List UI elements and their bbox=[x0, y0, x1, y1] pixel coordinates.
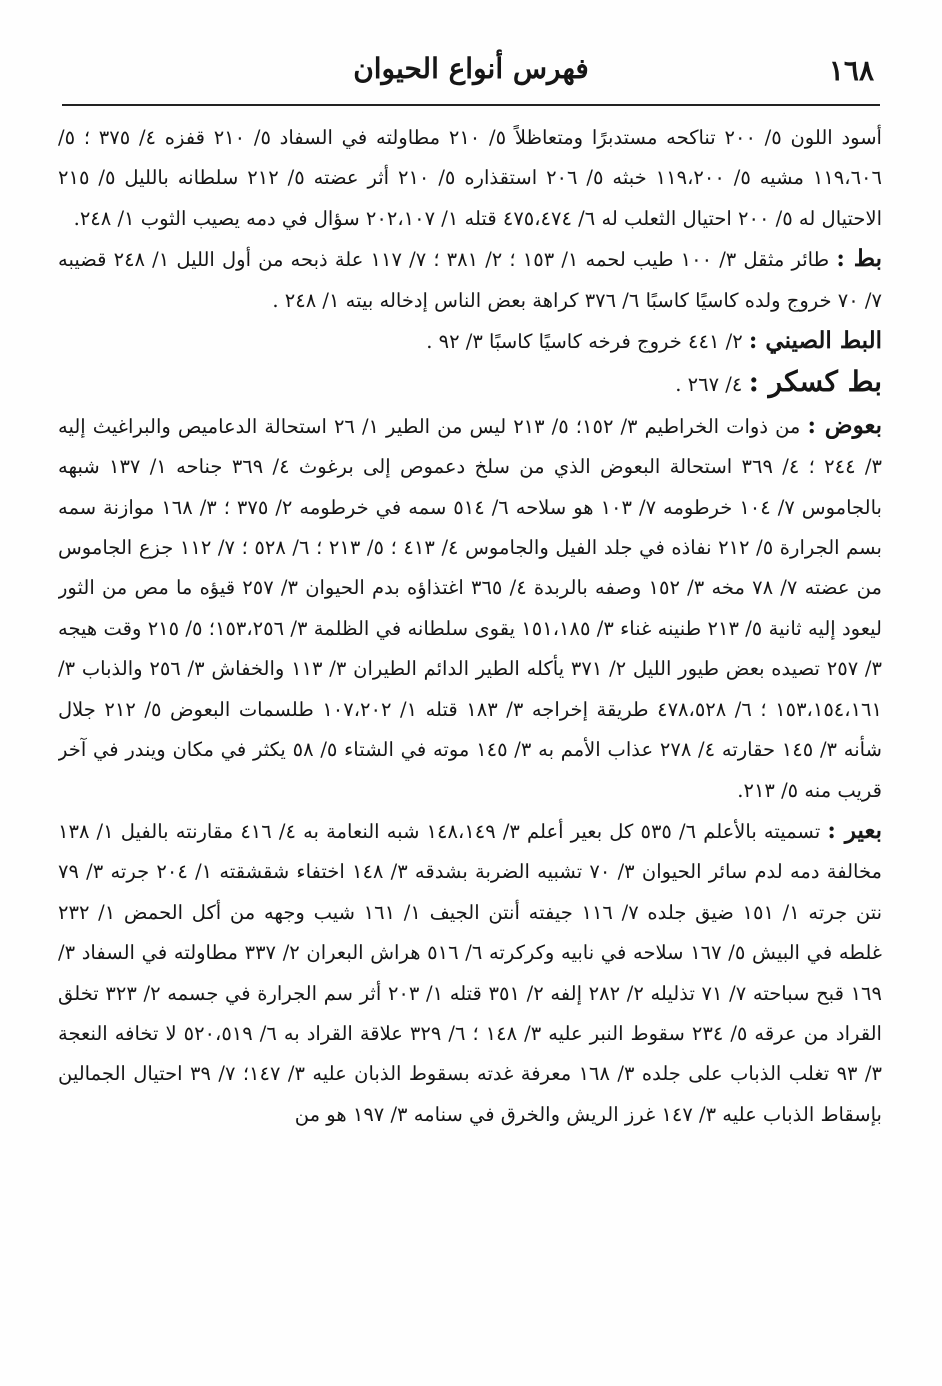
entry-text: ٢/ ٤٤١ خروج فرخه كاسيًا كاسبًا ٣/ ٩٢ . bbox=[426, 330, 743, 354]
index-entry bbox=[58, 362, 882, 405]
running-title: فهرس أنواع الحيوان bbox=[353, 52, 589, 85]
entry-text: أسود اللون ٥/ ٢٠٠ تناكحه مستدبرًا ومتعاظلاً ٥/ ٢١٠ مطاولته في السفاد ٥/ ٢١٠ قفزه ٤/ ٣٧٥ ؛ ٥/ ١١٩،٦٠٦ مشيه ٥/ ١١٩،٢٠٠ خبثه ٥/ ٢٠٦ استقذاره ٥/ ٢١٠ أثر عضته ٥/ ٢١٢ سلطانه بالليل ٥/ ٢١٥ الاحتيال له ٥/ ٢٠٠ احتيال الثعلب له ٦/ ٤٧٥،٤٧٤ قتله ١/ ٢٠٢،١٠٧ سؤال في دمه يصيب الثوب ١/ ٢٤٨. bbox=[58, 126, 882, 230]
index-entry bbox=[58, 811, 882, 1135]
entry-text: طائر مثقل ٣/ ١٠٠ طيب لحمه ١/ ١٥٣ ؛ ٢/ ٣٨١ ؛ ٧/ ١١٧ علة ذبحه من أول الليل ١/ ٢٤٨ قضيبه ٧/ ٧٠ خروج ولده كاسيًا كاسبًا ٦/ ٣٧٦ كراهة بعض الناس إدخاله بيته ١/ ٢٤٨ . bbox=[58, 248, 882, 312]
index-body bbox=[58, 118, 882, 1346]
entry-text: ٤/ ٢٦٧ . bbox=[675, 373, 743, 397]
entry-headword: بعير : bbox=[827, 816, 882, 844]
entry-headword: بط : bbox=[836, 245, 882, 273]
entry-text: من ذوات الخراطيم ٣/ ١٥٢؛ ٥/ ٢١٣ ليس من الطير ١/ ٢٦ استحالة الدعاميص والبراغيث إليه ٣/ ٢٤٤ ؛ ٤/ ٣٦٩ استحالة البعوض الذي من سلخ دعموص إلى برغوث ٤/ ٣٦٩ جناحه ١/ ١٣٧ شبهه بالجاموس ٧/ ١٠٤ خرطومه ٧/ ١٠٣ هو سلاحه ٦/ ٥١٤ سمه في خرطومه ٢/ ٣٧٥ ؛ ٣/ ١٦٨ موازنة سمه بسم الجرارة ٥/ ٢١٢ نفاذه في جلد الفيل والجاموس ٤/ ٤١٣ ؛ ٥/ ٢١٣ ؛ ٦/ ٥٢٨ ؛ ٧/ ١١٢ جزع الجاموس من عضته ٧/ ٧٨ مخه ٣/ ١٥٢ وصفه بالربدة ٤/ ٣٦٥ اغتذاؤه بدم الحيوان ٣/ ٢٥٧ قيؤه ما مص من الثور ليعود إليه ثانية ٥/ ٢١٣ طنينه غناء ٣/ ١٥١،١٨٥ يقوى سلطانه في الظلمة ٣/ ١٥٣،٢٥٦؛ ٥/ ٢١٥ وقت هيجه ٣/ ٢٥٧ تصيده بعض طيور الليل ٢/ ٣٧١ يأكله الطير الدائم الطيران ٣/ ١١٣ والخفاش ٣/ ٢٥٦ والذباب ٣/ ١٥٣،١٥٤،١٦١ ؛ ٦/ ٤٧٨،٥٢٨ طريقة إخراجه ٣/ ١٨٣ قتله ١/ ١٠٧،٢٠٢ طلسمات البعوض ٥/ ٢١٢ جلال شأنه ٣/ ١٤٥ حقارته ٤/ ٢٧٨ عذاب الأمم به ٣/ ١٤٥ موته في الشتاء ٥/ ٥٨ يكثر في مكان ويندر في آخر قريب منه ٥/ ٢١٣. bbox=[58, 414, 882, 802]
index-entry bbox=[58, 406, 882, 811]
page-header bbox=[60, 52, 882, 102]
entry-headword: البط الصيني : bbox=[748, 327, 882, 355]
index-entry bbox=[58, 239, 882, 321]
entry-headword: بعوض : bbox=[807, 411, 882, 439]
index-entry bbox=[58, 321, 882, 362]
page-number: ١٦٨ bbox=[828, 54, 874, 87]
entry-headword: بط كسكر : bbox=[748, 365, 882, 399]
header-rule bbox=[62, 104, 880, 106]
index-entry bbox=[58, 118, 882, 239]
entry-text: تسميته بالأعلم ٦/ ٥٣٥ كل بعير أعلم ٣/ ١٤٨،١٤٩ شبه النعامة به ٤/ ٤١٦ مقارنته بالفيل ١/ ١٣٨ مخالفة دمه لدم سائر الحيوان ٣/ ٧٠ تشبيه الضربة بشدقه ٣/ ١٤٨ اختفاء شقشقته ١/ ٢٠٤ جرته ٣/ ٧٩ نتن جرته ١/ ١٥١ ضيق جلده ٧/ ١١٦ جيفته أنتن الجيف ١/ ١٦١ شيب وجهه من أكل الحمض ١/ ٢٣٢ غلطه في البيش ٥/ ١٦٧ سلاحه في نابيه وكركرته ٦/ ٥١٦ هراش البعران ٢/ ٣٣٧ مطاولته في السفاد ٣/ ١٦٩ قبح سباحته ٧/ ٧١ تذليله ٢/ ٢٨٢ إلفه ٢/ ٣٥١ قتله ١/ ٢٠٣ أثر سم الجرارة في جسمه ٢/ ٣٢٣ تخلق القراد من عرقه ٥/ ٢٣٤ سقوط النبر عليه ٣/ ١٤٨ ؛ ٦/ ٣٢٩ علاقة القراد به ٦/ ٥٢٠،٥١٩ لا تخافه النعجة ٣/ ٩٣ تغلب الذباب على جلده ٣/ ١٦٨ معرفة غدته بسقوط الذبان عليه ٣/ ١٤٧؛ ٧/ ٣٩ احتيال الجمالين بإسقاط الذباب عليه ٣/ ١٤٧ غرز الريش والخرق في سنامه ٣/ ١٩٧ هو من bbox=[58, 819, 882, 1126]
